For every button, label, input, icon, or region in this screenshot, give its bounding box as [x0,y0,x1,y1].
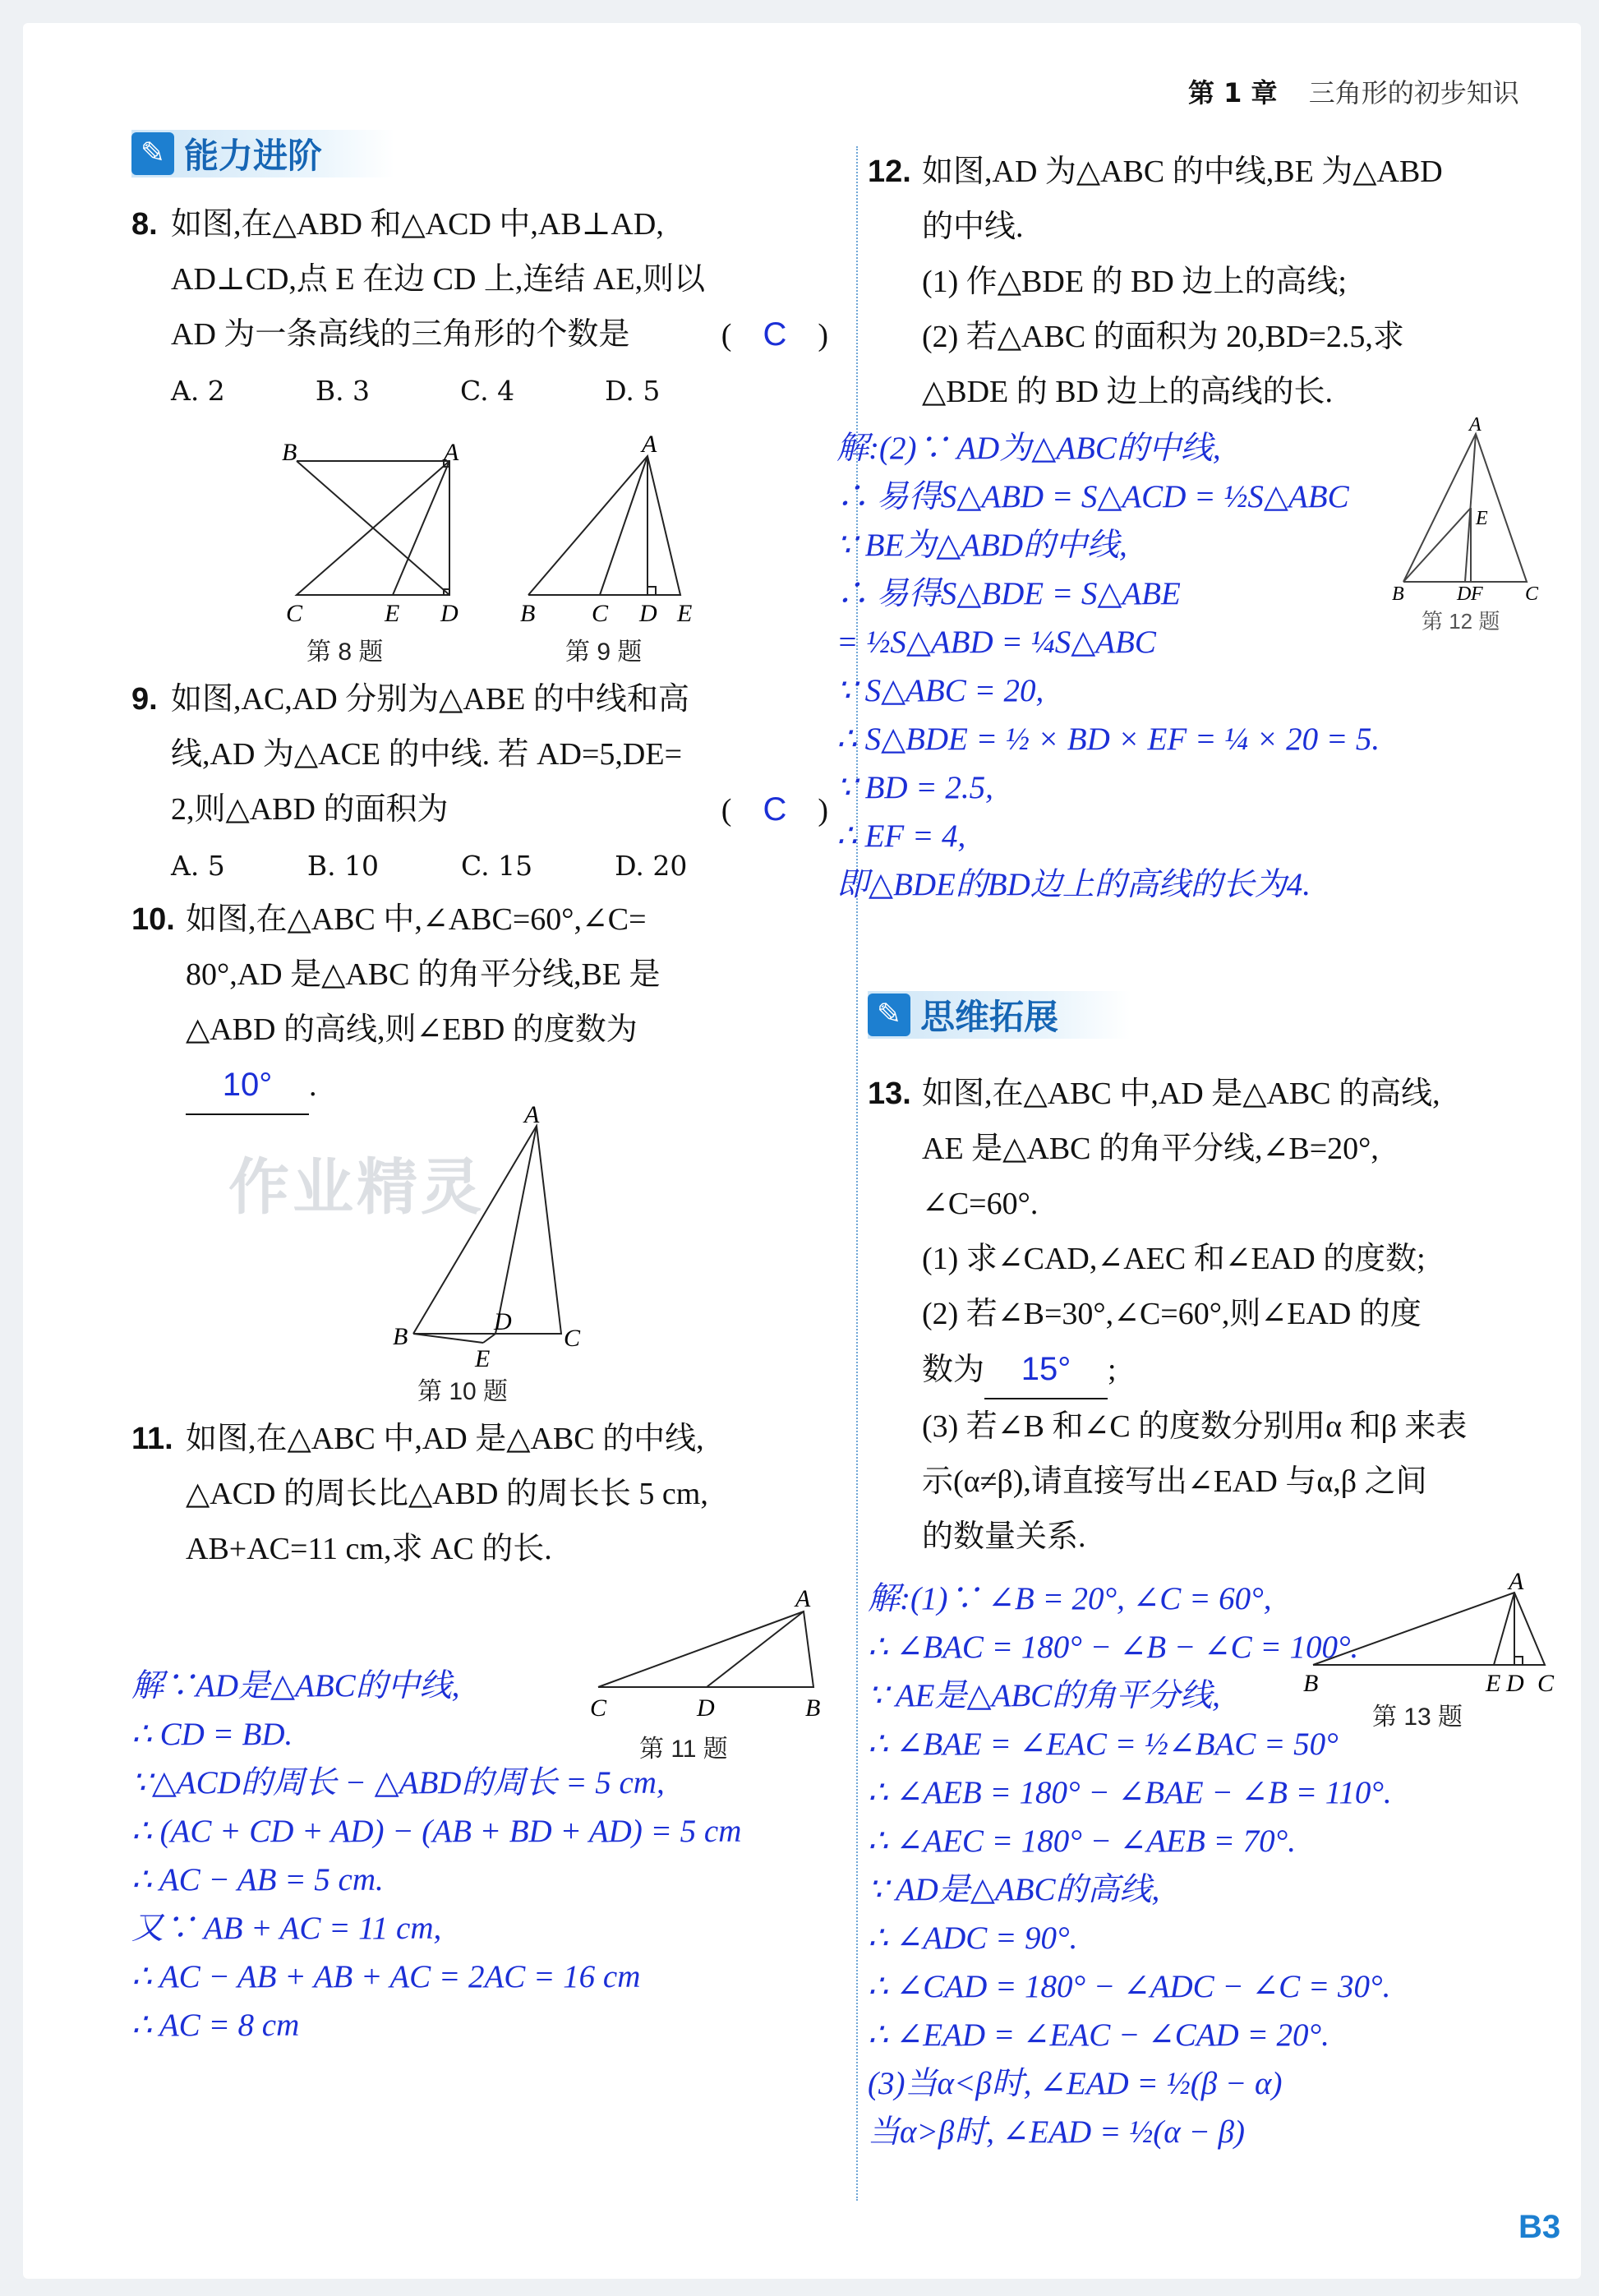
question-number: 9. [131,682,158,717]
solution-line: ∵ AE是△ABC的角平分线, [868,1678,1220,1713]
solution-line: 又∵ AB + AC = 11 cm, [131,1911,442,1946]
label: C [1537,1670,1555,1697]
label: A [444,439,459,466]
label: A [524,1101,540,1128]
label: D [440,600,459,627]
solution-line: 解:(1)∵ ∠B = 20°, ∠C = 60°, [868,1581,1272,1616]
label: E [1476,508,1488,529]
question-12 [868,145,1566,420]
question-number: 8. [131,207,158,242]
answer-choice: C [763,791,787,828]
figure-caption: 第 11 题 [639,1736,728,1763]
question-line: (3) 若∠B 和∠C 的度数分别用α 和β 来表 [922,1409,1468,1444]
question-line: (1) 作△BDE 的 BD 边上的高线; [922,265,1347,299]
answer-blank: 10° [222,1067,273,1103]
solution-line: ∵ BD = 2.5, [836,770,993,805]
question-number: 11. [131,1422,173,1456]
solution-line: ∵ AD是△ABC的高线, [868,1872,1160,1907]
question-10: 10. 如图,在△ABC 中,∠ABC=60°,∠C= 80°,AD 是△ABC 的角平分线,BE 是 △ABD 的高线,则∠EBD 的度数为 10° . [131,892,838,1115]
label: D [1506,1670,1524,1697]
question-line: 如图,AD 为△ABC 的中线,BE 为△ABD [922,154,1443,189]
solution-line: ∴ CD = BD. [131,1717,293,1752]
page [23,23,1581,2279]
question-line: AE 是△ABC 的角平分线,∠B=20°, [922,1132,1379,1166]
solution-line: ∴ AC = 8 cm [131,2008,300,2043]
label: B [282,439,297,466]
question-number: 12. [868,154,911,189]
label: B [1392,583,1404,605]
question-line: 示(α≠β),请直接写出∠EAD 与α,β 之间 [922,1464,1427,1499]
figure-10 [376,1100,623,1371]
question-line: AD⊥CD,点 E 在边 CD 上,连结 AE,则以 [171,262,706,297]
label: A [1469,414,1481,436]
solution-line: ∴ ∠ADC = 90°. [868,1920,1078,1956]
figure-caption: 第 10 题 [417,1378,509,1405]
question-line: AB+AC=11 cm,求 AC 的长. [186,1532,552,1566]
label: C [564,1325,581,1352]
label: B [1303,1670,1319,1697]
solution-line: ∴ ∠BAC = 180° − ∠B − ∠C = 100°. [868,1630,1359,1665]
solution-12 [836,424,1380,909]
question-8: 8. 如图,在△ABD 和△ACD 中,AB⊥AD, AD⊥CD,点 E 在边 CD 上,连结 AE,则以 AD 为一条高线的三角形的个数是 ( C ) A. 2 B. 3 C. 4 D. 5 [131,197,838,418]
options-row [131,363,838,418]
label: C [286,600,303,627]
figure-12 [1387,409,1568,606]
label: A [1509,1568,1524,1595]
question-13: 13. 如图,在△ABC 中,AD 是△ABC 的高线, AE 是△ABC 的角平分线,∠B=20°, ∠C=60°. (1) 求∠CAD,∠AEC 和∠EAD 的度数; (2) 若∠B=30°,∠C=60°,则∠EAD 的度 数为 15° ; (3) 若∠B 和∠C 的度数分别用α 和β 来表 示(α≠β),请直接写出∠EAD 与α,β 之间 的数量关系. [868,1067,1566,1565]
solution-line: ∴ EF = 4, [836,818,966,854]
question-11 [131,1412,838,1577]
section-header-ability [131,130,394,178]
option-a: A. 2 [171,375,225,407]
label: C [592,600,609,627]
answer-blank: 15° [1021,1351,1071,1387]
option-b: B. 3 [315,375,371,407]
section-header-thinking [868,991,1131,1039]
label: D [639,600,657,627]
question-line: ∠C=60°. [922,1187,1039,1221]
question-line: 的中线. [922,210,1024,244]
page-number: B3 [1518,2209,1561,2245]
pencil-icon: ✎ [131,132,174,175]
label: D [494,1308,512,1335]
solution-line: = ½S△ABD = ¼S△ABC [836,625,1156,660]
solution-line: 即△BDE的BD边上的高线的长为4. [836,867,1311,902]
option-c: C. 4 [460,375,515,407]
solution-line: ∴ ∠CAD = 180° − ∠ADC − ∠C = 30°. [868,1969,1391,2004]
label: E [1486,1670,1501,1697]
solution-line: ∴ S△BDE = ½ × BD × EF = ¼ × 20 = 5. [836,722,1380,757]
solution-line: ∴ AC − AB = 5 cm. [131,1862,384,1897]
question-line: (1) 求∠CAD,∠AEC 和∠EAD 的度数; [922,1242,1426,1276]
question-line: △ACD 的周长比△ABD 的周长长 5 cm, [186,1477,708,1511]
question-line: 80°,AD 是△ABC 的角平分线,BE 是 [186,957,661,992]
question-line: 如图,在△ABD 和△ACD 中,AB⊥AD, [171,207,664,242]
label: F [1471,583,1483,605]
option-a: A. 5 [171,850,225,882]
options-row [131,838,838,893]
section-title: 能力进阶 [184,136,323,176]
question-line: 如图,在△ABC 中,∠ABC=60°,∠C= [186,902,647,937]
chapter-title: 三角形的初步知识 [1308,77,1519,108]
label: D [697,1694,715,1722]
label: C [590,1694,607,1722]
figure-caption: 第 12 题 [1422,609,1500,634]
label: C [1525,583,1539,605]
solution-line: 解:(2)∵ AD为△ABC的中线, [836,431,1221,466]
solution-line: ∴ ∠AEC = 180° − ∠AEB = 70°. [868,1823,1296,1859]
chapter-header [1188,72,1519,110]
question-line: △BDE 的 BD 边上的高线的长. [922,375,1334,409]
chapter-number: 第 1 章 [1188,77,1278,108]
figure-caption: 第 13 题 [1372,1704,1463,1731]
solution-line: 解∵AD是△ABC的中线, [131,1668,460,1704]
solution-line: ∴ AC − AB + AB + AC = 2AC = 16 cm [131,1959,641,1994]
label: B [393,1323,408,1350]
solution-line: ∵△ACD的周长 − △ABD的周长 = 5 cm, [131,1765,665,1800]
label: B [805,1694,821,1722]
label: B [520,600,536,627]
question-line: 的数量关系. [922,1519,1086,1554]
answer-choice: C [763,316,787,353]
label: A [642,434,657,458]
label: E [385,600,400,627]
solution-11 [131,1662,741,2049]
pencil-icon: ✎ [868,994,910,1036]
solution-line: ∵ S△ABC = 20, [836,673,1044,708]
label: D [1457,583,1472,605]
solution-line: ∵ BE为△ABD的中线, [836,528,1127,563]
question-line: AD 为一条高线的三角形的个数是 [171,317,630,352]
question-line: 线,AD 为△ACE 的中线. 若 AD=5,DE= [171,737,683,772]
figure-8-9 [261,434,771,631]
option-d: D. 5 [605,375,661,407]
question-line: 数为 [922,1353,985,1387]
solution-line: ∴ (AC + CD + AD) − (AB + BD + AD) = 5 cm [131,1814,742,1849]
question-line: 2,则△ABD 的面积为 [171,792,449,827]
question-line: (2) 若∠B=30°,∠C=60°,则∠EAD 的度 [922,1297,1422,1331]
solution-line: ∴ ∠AEB = 180° − ∠BAE − ∠B = 110°. [868,1775,1392,1810]
label: E [475,1345,491,1371]
solution-line: 当α>β时, ∠EAD = ½(α − β) [868,2114,1245,2150]
solution-line: ∴ ∠EAD = ∠EAC − ∠CAD = 20°. [868,2017,1329,2053]
question-line: 如图,AC,AD 分别为△ABE 的中线和高 [171,682,689,717]
figure-13 [1288,1568,1568,1708]
solution-line: ∴ 易得S△BDE = S△ABE [836,576,1181,611]
option-c: C. 15 [461,850,533,882]
question-line: 如图,在△ABC 中,AD 是△ABC 的高线, [922,1077,1440,1111]
figure-caption: 第 9 题 [565,639,643,666]
figure-caption: 第 8 题 [306,639,384,666]
section-title: 思维拓展 [920,997,1059,1037]
label: A [795,1585,811,1612]
question-number: 10. [131,902,175,937]
solution-line: (3)当α<β时, ∠EAD = ½(β − α) [868,2066,1283,2101]
question-line: △ABD 的高线,则∠EBD 的度数为 [186,1012,638,1047]
solution-line: ∴ 易得S△ABD = S△ACD = ½S△ABC [836,479,1349,514]
solution-line: ∴ ∠BAE = ∠EAC = ½∠BAC = 50° [868,1727,1339,1762]
question-line: 如图,在△ABC 中,AD 是△ABC 的中线, [186,1422,704,1456]
question-9: 9. 如图,AC,AD 分别为△ABE 的中线和高 线,AD 为△ACE 的中线. 若 AD=5,DE= 2,则△ABD 的面积为 ( C ) A. 5 B. 10 C. 15 D. 20 [131,672,838,893]
watermark: 作业精灵 [228,1152,485,1223]
question-number: 13. [868,1077,911,1111]
option-b: B. 10 [306,850,380,882]
option-d: D. 20 [615,850,688,882]
question-line: (2) 若△ABC 的面积为 20,BD=2.5,求 [922,320,1404,354]
label: E [677,600,693,627]
